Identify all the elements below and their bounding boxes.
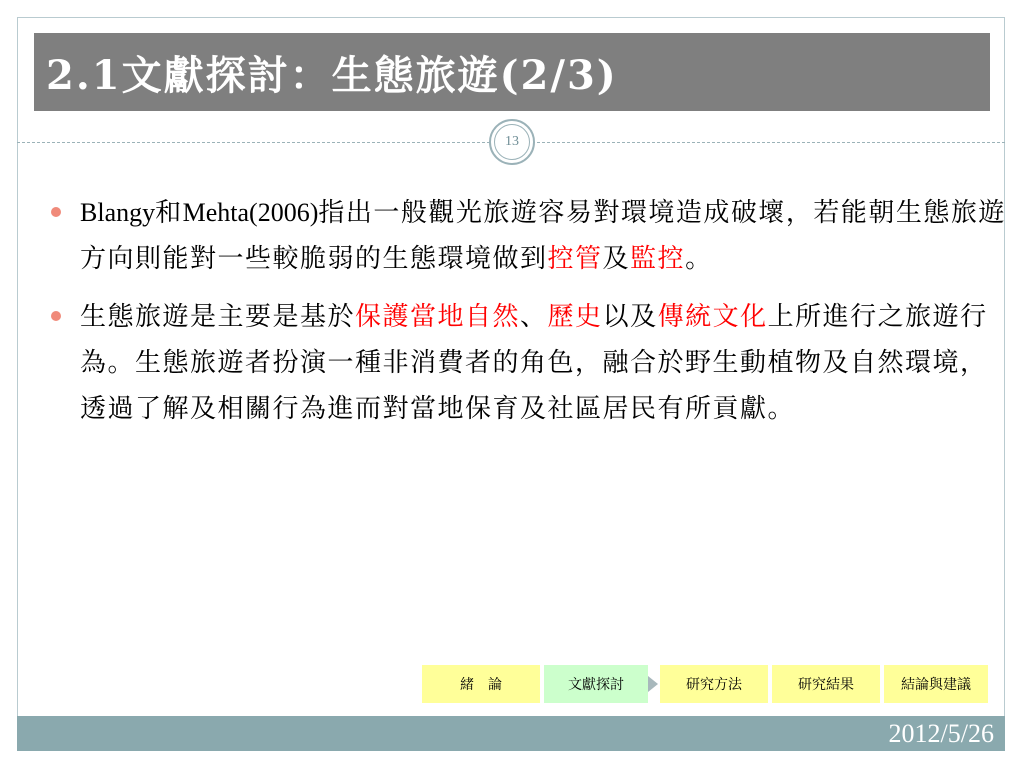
bullet-2-text: 上所進行之旅遊行為。生態旅遊者扮演一種非消費者的角色，融合於野生動植物及自然環境，透過了解及相關行為進而對當地保育及社區居民有所貢獻。 [80,302,988,424]
nav-item-conclusion[interactable]: 結論與建議 [884,665,988,703]
right-arrow-icon [648,676,658,692]
bullet-dot-icon [51,311,61,321]
page-number-badge [489,119,535,165]
section-nav [422,665,988,703]
title-bar [34,33,990,111]
highlight-text: 傳統文化 [657,302,768,332]
bullet-dot-icon [51,207,61,217]
bullet-2-text: 以及 [602,302,658,332]
footer-date: 2012/5/26 [888,718,994,748]
bullet-1-text: 。 [685,244,713,274]
page-number: 13 [494,124,530,160]
slide-title: 2.1文獻探討：生態旅遊(2/3) [46,51,618,99]
bullet-1-text: 及 [602,244,631,274]
bullet-1-text: Blangy [80,198,156,227]
highlight-text: 監控 [630,244,686,274]
highlight-text: 控管 [547,244,603,274]
footer-bar [17,716,1005,751]
bullet-list [46,190,1014,444]
bullet-item-2 [46,294,1014,432]
nav-item-results[interactable]: 研究結果 [772,665,880,703]
nav-item-methods[interactable]: 研究方法 [660,665,768,703]
bullet-1-text: 指出一般觀光旅遊容易對環境造成破壞，若能朝生態旅遊方向則能對一些較脆弱的生態環境做到 [80,198,1006,274]
bullet-2-text: 、 [520,302,548,332]
nav-item-introduction[interactable]: 緒 論 [422,665,540,703]
highlight-text: 保護當地自然 [355,302,521,332]
bullet-2-text: 生態旅遊是主要是基於 [80,302,356,332]
nav-item-literature-review[interactable]: 文獻探討 [544,665,648,703]
bullet-1-text: Mehta(2006) [182,198,319,227]
bullet-1-text: 和 [155,198,183,228]
highlight-text: 歷史 [547,302,603,332]
bullet-item-1 [46,190,1014,282]
